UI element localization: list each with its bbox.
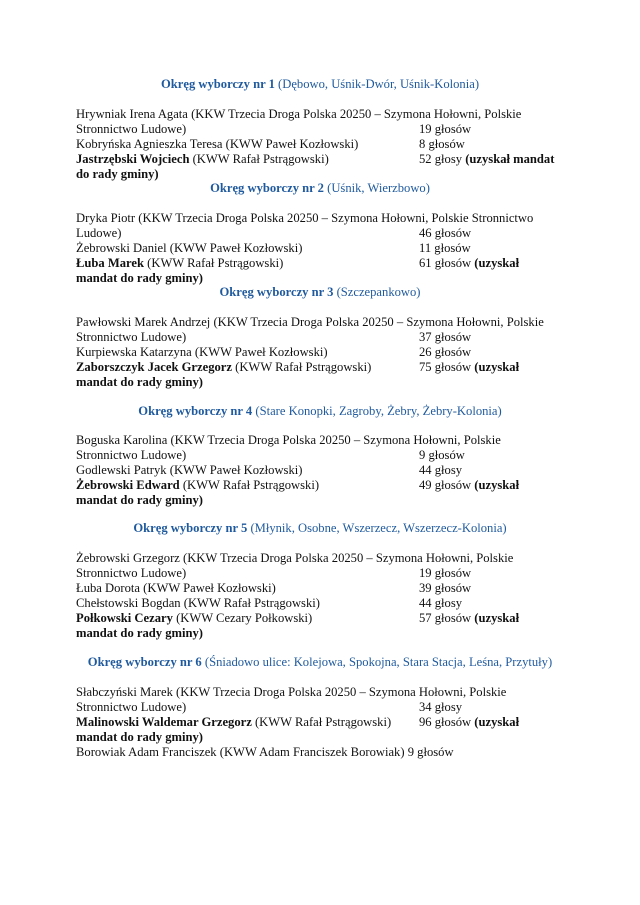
- mandate-note: mandat do rady gminy): [76, 626, 204, 640]
- candidate-committee-cont: Ludowe): [76, 226, 122, 240]
- candidate-row: Żebrowski Grzegorz (KKW Trzecia Droga Polska 20250 – Szymona Hołowni, Polskie: [76, 551, 514, 565]
- vote-count: 75 głosów (uzyskał: [419, 360, 520, 374]
- candidate-row: Kobryńska Agnieszka Teresa (KWW Paweł Kozłowski): [76, 137, 359, 151]
- mandate-note: mandat do rady gminy): [76, 271, 204, 285]
- vote-count: 46 głosów: [419, 226, 472, 240]
- candidate-committee-cont: Stronnictwo Ludowe): [76, 700, 187, 714]
- mandate-note: do rady gminy): [76, 167, 159, 181]
- vote-count: 57 głosów (uzyskał: [419, 611, 520, 625]
- vote-count: 49 głosów (uzyskał: [419, 478, 520, 492]
- vote-count: 8 głosów: [419, 137, 465, 151]
- district-4-heading: Okręg wyborczy nr 4 (Stare Konopki, Zagroby, Żebry, Żebry-Kolonia): [138, 404, 502, 418]
- candidate-committee-cont: Stronnictwo Ludowe): [76, 122, 187, 136]
- candidate-row-elected: Jastrzębski Wojciech (KWW Rafał Pstrągowski): [76, 152, 329, 166]
- vote-count: 39 głosów: [419, 581, 472, 595]
- vote-count: 61 głosów (uzyskał: [419, 256, 520, 270]
- candidate-row-elected: Połkowski Cezary (KWW Cezary Połkowski): [76, 611, 313, 625]
- vote-count: 96 głosów (uzyskał: [419, 715, 520, 729]
- vote-count: 52 głosy (uzyskał mandat: [419, 152, 555, 166]
- vote-count: 34 głosy: [419, 700, 463, 714]
- candidate-row: Łuba Dorota (KWW Paweł Kozłowski): [76, 581, 276, 595]
- candidate-row: Kurpiewska Katarzyna (KWW Paweł Kozłowski): [76, 345, 328, 359]
- district-1-heading: Okręg wyborczy nr 1 (Dębowo, Uśnik-Dwór, Uśnik-Kolonia): [160, 77, 480, 91]
- candidate-row-elected: Łuba Marek (KWW Rafał Pstrągowski): [76, 256, 284, 270]
- vote-count: 44 głosy: [419, 463, 463, 477]
- candidate-row: Godlewski Patryk (KWW Paweł Kozłowski): [76, 463, 303, 477]
- vote-count: 19 głosów: [419, 122, 472, 136]
- vote-count: 19 głosów: [419, 566, 472, 580]
- district-2-heading: Okręg wyborczy nr 2 (Uśnik, Wierzbowo): [210, 181, 430, 195]
- mandate-note: mandat do rady gminy): [76, 375, 204, 389]
- candidate-row: Pawłowski Marek Andrzej (KKW Trzecia Droga Polska 20250 – Szymona Hołowni, Polskie: [76, 315, 544, 329]
- vote-count: 37 głosów: [419, 330, 472, 344]
- vote-count: 44 głosy: [419, 596, 463, 610]
- candidate-row: Chełstowski Bogdan (KWW Rafał Pstrągowski): [76, 596, 320, 610]
- mandate-note: mandat do rady gminy): [76, 493, 204, 507]
- candidate-row: Borowiak Adam Franciszek (KWW Adam Franciszek Borowiak) 9 głosów: [76, 745, 454, 759]
- candidate-row-elected: Zaborszczyk Jacek Grzegorz (KWW Rafał Pstrągowski): [76, 360, 372, 374]
- vote-count: 11 głosów: [419, 241, 471, 255]
- candidate-committee-cont: Stronnictwo Ludowe): [76, 448, 187, 462]
- district-6-heading: Okręg wyborczy nr 6 (Śniadowo ulice: Kolejowa, Spokojna, Stara Stacja, Leśna, Przytuły): [87, 655, 553, 669]
- candidate-row-elected: Malinowski Waldemar Grzegorz (KWW Rafał Pstrągowski): [76, 715, 392, 729]
- candidate-row: Słabczyński Marek (KKW Trzecia Droga Polska 20250 – Szymona Hołowni, Polskie: [76, 685, 507, 699]
- candidate-row: Boguska Karolina (KKW Trzecia Droga Polska 20250 – Szymona Hołowni, Polskie: [76, 433, 501, 447]
- candidate-row-elected: Żebrowski Edward (KWW Rafał Pstrągowski): [76, 478, 320, 492]
- candidate-committee-cont: Stronnictwo Ludowe): [76, 566, 187, 580]
- candidate-committee-cont: Stronnictwo Ludowe): [76, 330, 187, 344]
- candidate-row: Hrywniak Irena Agata (KKW Trzecia Droga Polska 20250 – Szymona Hołowni, Polskie: [76, 107, 522, 121]
- district-3-heading: Okręg wyborczy nr 3 (Szczepankowo): [219, 285, 421, 299]
- mandate-note: mandat do rady gminy): [76, 730, 204, 744]
- vote-count: 9 głosów: [419, 448, 465, 462]
- district-5-heading: Okręg wyborczy nr 5 (Młynik, Osobne, Wszerzecz, Wszerzecz-Kolonia): [133, 521, 507, 535]
- candidate-row: Żebrowski Daniel (KWW Paweł Kozłowski): [76, 241, 303, 255]
- candidate-row: Dryka Piotr (KKW Trzecia Droga Polska 20250 – Szymona Hołowni, Polskie Stronnictwo: [76, 211, 534, 225]
- vote-count: 26 głosów: [419, 345, 472, 359]
